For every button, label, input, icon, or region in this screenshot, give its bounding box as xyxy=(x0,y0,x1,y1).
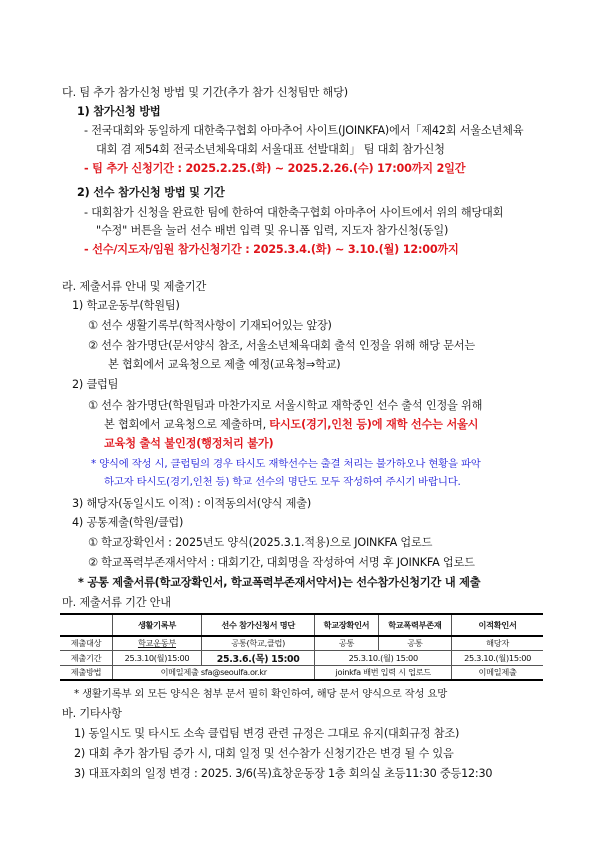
ra-item4-b: ② 학교폭력부존재서약서 : 대회기간, 대회명을 작성하여 서명 후 JOINKFA 업로드 xyxy=(88,556,475,569)
table-header-cell xyxy=(60,614,113,636)
table-cell: 25.3.10.(월)15:00 xyxy=(452,651,543,666)
ra-item1-a: ① 선수 생활기록부(학적사항이 기재되어있는 앞장) xyxy=(88,319,332,332)
table-header-row xyxy=(60,614,543,636)
table-header-cell: 학교장확인서 xyxy=(315,614,378,636)
ba-item1: 1) 동일시도 및 타시도 소속 클럽팀 변경 관련 규정은 그대로 유지(대회규정 참조) xyxy=(74,727,460,740)
table-cell: 공통 xyxy=(378,636,452,651)
table-cell: 제출대상 xyxy=(60,636,113,651)
ra-item2-note-2: 하고자 타시도(경기,인천 등) 학교 선수의 명단도 모두 작성하여 주시기 바랍니다. xyxy=(104,476,461,488)
table-header-cell: 학교폭력부존재 xyxy=(378,614,452,636)
table-row xyxy=(60,651,543,666)
da-item2-title: 2) 선수 참가신청 방법 및 기간 xyxy=(77,186,225,199)
ra-item4-note: * 공통 제출서류(학교장확인서, 학교폭력부존재서약서)는 선수참가신청기간 내 제출 xyxy=(78,576,481,589)
ra-item1-b-1: ② 선수 참가명단(문서양식 참조, 서울소년체육대회 출석 인정을 위해 해당 문서는 xyxy=(88,339,475,352)
da-item2-period: - 선수/지도자/임원 참가신청기간 : 2025.3.4.(화) ~ 3.10.(월) 12:00까지 xyxy=(84,243,459,256)
ra-item4-title: 4) 공통제출(학원/클럽) xyxy=(72,516,184,529)
da-item2-desc-1: - 대회참가 신청을 완료한 팀에 한하여 대한축구협회 아마추어 사이트에서 위의 해당대회 xyxy=(84,206,504,219)
table-cell: joinkfa 배번 입력 시 업로드 xyxy=(315,666,452,681)
table-cell: 25.3.6.(목) 15:00 xyxy=(201,651,314,666)
table-header-cell: 생활기록부 xyxy=(113,614,202,636)
ra-item2-note-1: * 양식에 작성 시, 클럽팀의 경우 타시도 재학선수는 출결 처리는 불가하오나 현황을 파악 xyxy=(91,458,481,470)
da-item1-desc-2: 대회 겸 제54회 전국소년체육대회 서울대표 선발대회」 팀 대회 참가신청 xyxy=(96,143,445,156)
ra-item1-b-2: 본 협회에서 교육청으로 제출 예정(교육청⇒학교) xyxy=(108,358,341,371)
table-cell: 25.3.10(월)15:00 xyxy=(113,651,202,666)
ra-item4-a: ① 학교장확인서 : 2025년도 양식(2025.3.1.적용)으로 JOINKFA 업로드 xyxy=(88,536,433,549)
ra-item2-a-2-plain: 본 협회에서 교육청으로 제출하며, xyxy=(104,418,270,431)
ba-item2: 2) 대회 추가 참가팀 증가 시, 대회 일정 및 선수참가 신청기간은 변경 될 수 있음 xyxy=(74,747,454,760)
ra-item1-title: 1) 학교운동부(학원팀) xyxy=(72,299,180,312)
submission-schedule-table xyxy=(60,613,543,681)
table-cell: 제출방법 xyxy=(60,666,113,681)
table-header-cell: 이적확인서 xyxy=(452,614,543,636)
da-item1-desc-1: - 전국대회와 동일하게 대한축구협회 아마추어 사이트(JOINKFA)에서「제42회 서울소년체육 xyxy=(84,124,524,137)
ba-item3: 3) 대표자회의 일정 변경 : 2025. 3/6(목)효창운동장 1층 회의실 초등11:30 중등12:30 xyxy=(74,767,493,780)
ra-item2-title: 2) 클럽팀 xyxy=(72,378,119,391)
da-item1-period: - 팀 추가 신청기간 : 2025.2.25.(화) ~ 2025.2.26.(수) 17:00까지 2일간 xyxy=(84,162,466,175)
da-item1-title: 1) 참가신청 방법 xyxy=(77,105,161,118)
ra-item2-a-2 xyxy=(104,417,478,432)
ma-note: * 생활기록부 외 모든 양식은 첨부 문서 필히 확인하여, 해당 문서 양식으로 작성 요망 xyxy=(74,688,448,700)
section-ra-heading: 라. 제출서류 안내 및 제출기간 xyxy=(62,280,207,293)
table-cell: 공통 xyxy=(315,636,378,651)
ra-item2-a-1: ① 선수 참가명단(학원팀과 마찬가지로 서울시학교 재학중인 선수 출석 인정을 위해 xyxy=(88,399,483,412)
table-cell: 25.3.10.(월) 15:00 xyxy=(315,651,452,666)
table-row xyxy=(60,636,543,651)
table-cell: 공통(학교,클럽) xyxy=(201,636,314,651)
section-ma-heading: 마. 제출서류 기간 안내 xyxy=(62,596,171,609)
section-da-heading: 다. 팀 추가 참가신청 방법 및 기간(추가 참가 신청팀만 해당) xyxy=(62,86,348,99)
table-cell: 학교운동부 xyxy=(113,636,202,651)
section-ba-heading: 바. 기타사항 xyxy=(62,707,122,720)
table-cell: 이메일제출 sfa@seoulfa.or.kr xyxy=(113,666,315,681)
ra-item2-a-3: 교육청 출석 불인정(행정처리 불가) xyxy=(104,437,274,450)
ra-item3: 3) 해당자(동일시도 이적) : 이적동의서(양식 제출) xyxy=(72,497,312,510)
table-cell: 이메일제출 xyxy=(452,666,543,681)
table-cell: 해당자 xyxy=(452,636,543,651)
table-header-cell: 선수 참가신청서 명단 xyxy=(201,614,314,636)
table-row xyxy=(60,666,543,681)
ra-item2-a-2-red: 타시도(경기,인천 등)에 재학 선수는 서울시 xyxy=(269,418,479,431)
da-item2-desc-2: "수정" 버튼을 눌러 선수 배번 입력 및 유니폼 입력, 지도자 참가신청(동일) xyxy=(96,224,449,237)
table-cell: 제출기간 xyxy=(60,651,113,666)
